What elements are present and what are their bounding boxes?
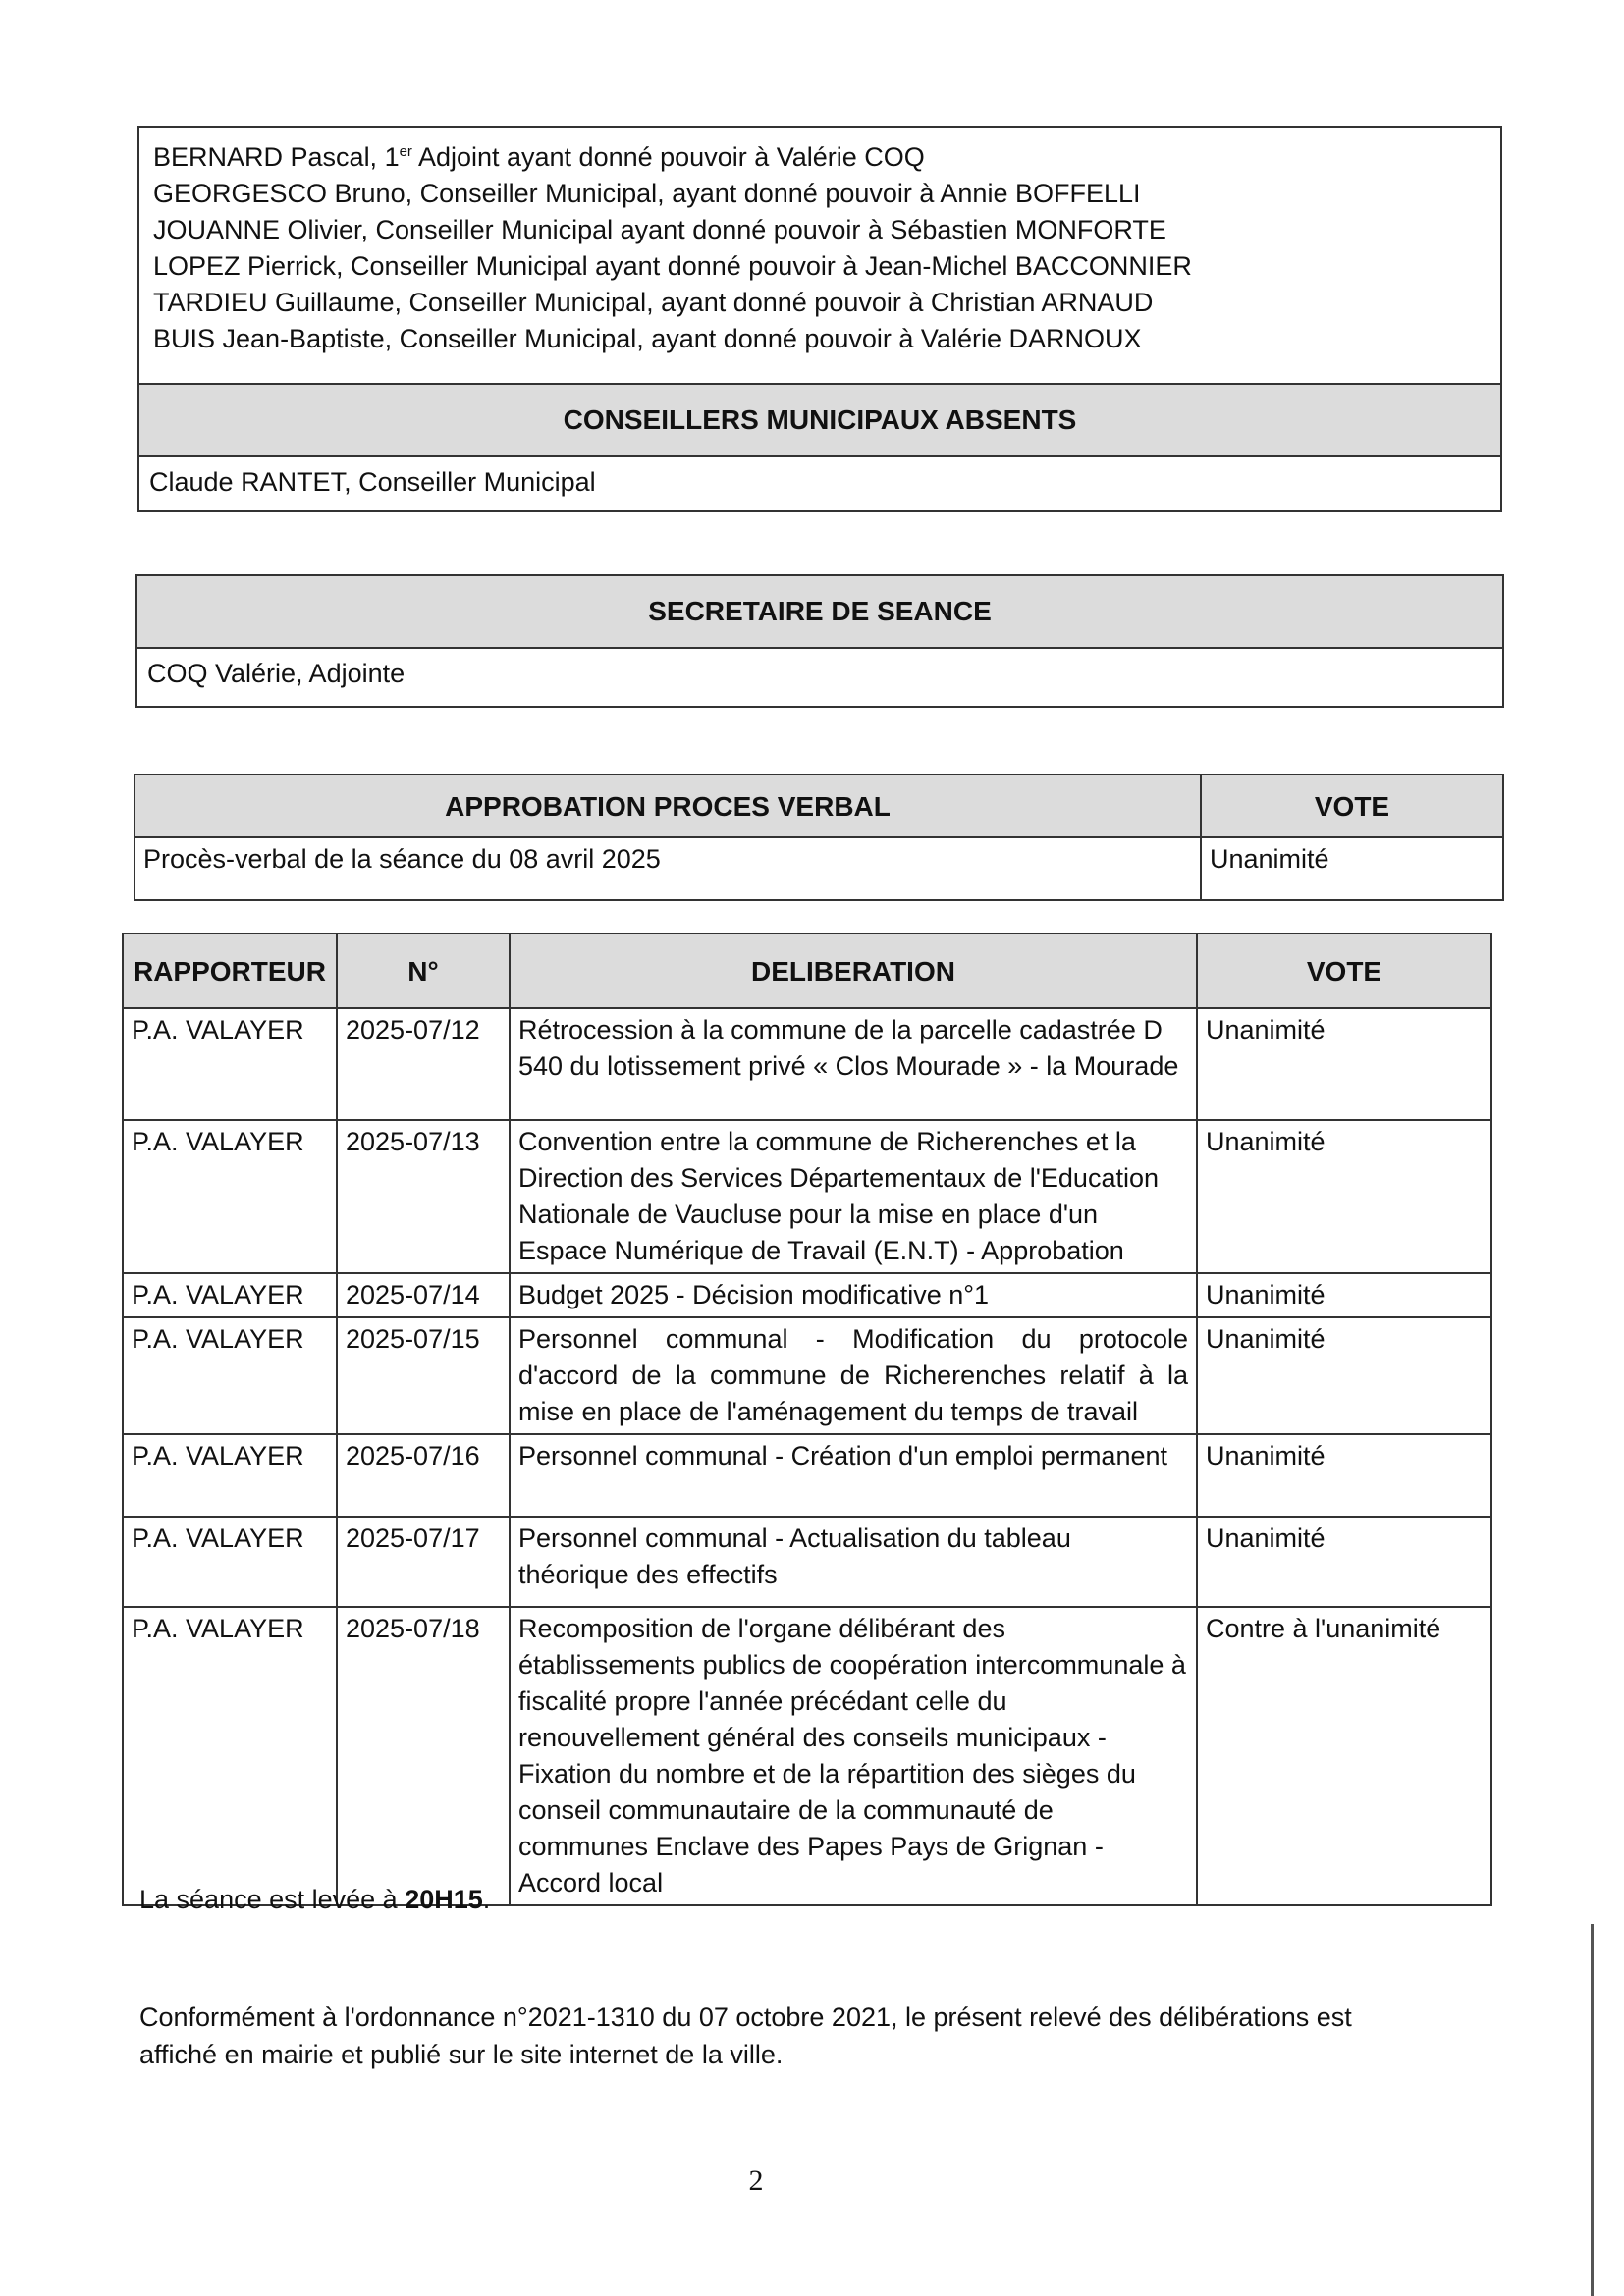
absent-member: Claude RANTET, Conseiller Municipal <box>149 467 596 497</box>
secretaire-header: SECRETAIRE DE SEANCE <box>137 576 1502 649</box>
deliberation-cell: Recomposition de l'organe délibérant des établissements publics de coopération intercommunale à fiscalité propre l'année précédant celle du renouvellement général des conseils municipaux - Fixation du nombre et de la répartition des sièges du conseil communautaire de la communauté de communes Enclave des Papes Pays de Grignan - Accord local <box>510 1607 1197 1905</box>
closing-time: 20H15 <box>405 1885 483 1914</box>
closing-line: La séance est levée à 20H15. <box>139 1885 491 1914</box>
approbation-row <box>135 837 1503 900</box>
vote-cell: Unanimité <box>1197 1008 1491 1120</box>
deliberation-cell: Budget 2025 - Décision modificative n°1 <box>510 1273 1197 1317</box>
deliberation-cell: Personnel communal - Actualisation du tableau théorique des effectifs <box>510 1517 1197 1607</box>
header-vote: VOTE <box>1197 934 1491 1008</box>
page-number: 2 <box>748 2164 764 2197</box>
rapporteur-cell: P.A. VALAYER <box>123 1120 337 1273</box>
vote-cell: Contre à l'unanimité <box>1197 1607 1491 1905</box>
numero-cell: 2025-07/16 <box>337 1434 510 1517</box>
rapporteur-cell: P.A. VALAYER <box>123 1008 337 1120</box>
vote-cell: Unanimité <box>1197 1434 1491 1517</box>
absents-box <box>137 383 1502 512</box>
header-numero: N° <box>337 934 510 1008</box>
table-row <box>123 1008 1491 1120</box>
approbation-text: Procès-verbal de la séance du 08 avril 2025 <box>135 837 1201 900</box>
deliberations-table <box>122 933 1492 1906</box>
approbation-vote-header: VOTE <box>1201 774 1503 837</box>
proxy-line: LOPEZ Pierrick, Conseiller Municipal ayant donné pouvoir à Jean-Michel BACCONNIER <box>153 251 1192 281</box>
vote-cell: Unanimité <box>1197 1517 1491 1607</box>
proxy-line: BUIS Jean-Baptiste, Conseiller Municipal, ayant donné pouvoir à Valérie DARNOUX <box>153 324 1142 353</box>
scan-edge-line <box>1591 1924 1594 2296</box>
vote-cell: Unanimité <box>1197 1120 1491 1273</box>
proxy-line: JOUANNE Olivier, Conseiller Municipal ayant donné pouvoir à Sébastien MONFORTE <box>153 215 1166 244</box>
approbation-header-row <box>135 774 1503 837</box>
proxies-box <box>137 126 1502 385</box>
approbation-vote: Unanimité <box>1201 837 1503 900</box>
header-rapporteur: RAPPORTEUR <box>123 934 337 1008</box>
numero-cell: 2025-07/12 <box>337 1008 510 1120</box>
approbation-table <box>134 774 1504 901</box>
table-row <box>123 1120 1491 1273</box>
proxy-line: GEORGESCO Bruno, Conseiller Municipal, ayant donné pouvoir à Annie BOFFELLI <box>153 179 1141 208</box>
secretaire-name: COQ Valérie, Adjointe <box>147 659 406 688</box>
deliberations-header-row <box>123 934 1491 1008</box>
numero-cell: 2025-07/13 <box>337 1120 510 1273</box>
numero-cell: 2025-07/15 <box>337 1317 510 1434</box>
table-row <box>123 1317 1491 1434</box>
numero-cell: 2025-07/17 <box>337 1517 510 1607</box>
numero-cell: 2025-07/18 <box>337 1607 510 1905</box>
deliberation-cell: Personnel communal - Modification du protocole d'accord de la commune de Richerenches relatif à la mise en place de l'aménagement du temps de travail <box>510 1317 1197 1434</box>
deliberation-cell: Personnel communal - Création d'un emploi permanent <box>510 1434 1197 1517</box>
absents-header: CONSEILLERS MUNICIPAUX ABSENTS <box>139 385 1500 457</box>
numero-cell: 2025-07/14 <box>337 1273 510 1317</box>
table-row <box>123 1517 1491 1607</box>
vote-cell: Unanimité <box>1197 1273 1491 1317</box>
vote-cell: Unanimité <box>1197 1317 1491 1434</box>
proxy-line: TARDIEU Guillaume, Conseiller Municipal, ayant donné pouvoir à Christian ARNAUD <box>153 288 1154 317</box>
table-row <box>123 1607 1491 1905</box>
table-row <box>123 1434 1491 1517</box>
rapporteur-cell: P.A. VALAYER <box>123 1317 337 1434</box>
table-row <box>123 1273 1491 1317</box>
legal-notice: Conformément à l'ordonnance n°2021-1310 du 07 octobre 2021, le présent relevé des délibérations est affiché en mairie et publié sur le site internet de la ville. <box>139 2002 1352 2069</box>
rapporteur-cell: P.A. VALAYER <box>123 1434 337 1517</box>
header-deliberation: DELIBERATION <box>510 934 1197 1008</box>
deliberation-cell: Convention entre la commune de Richerenches et la Direction des Services Départementaux de l'Education Nationale de Vaucluse pour la mise en place d'un Espace Numérique de Travail (E.N.T) - Approbation <box>510 1120 1197 1273</box>
secretaire-box <box>135 574 1504 708</box>
rapporteur-cell: P.A. VALAYER <box>123 1517 337 1607</box>
deliberation-cell: Rétrocession à la commune de la parcelle cadastrée D 540 du lotissement privé « Clos Mourade » - la Mourade <box>510 1008 1197 1120</box>
proxy-line: BERNARD Pascal, 1er Adjoint ayant donné pouvoir à Valérie COQ <box>153 142 925 172</box>
rapporteur-cell: P.A. VALAYER <box>123 1273 337 1317</box>
approbation-header: APPROBATION PROCES VERBAL <box>135 774 1201 837</box>
rapporteur-cell: P.A. VALAYER <box>123 1607 337 1905</box>
